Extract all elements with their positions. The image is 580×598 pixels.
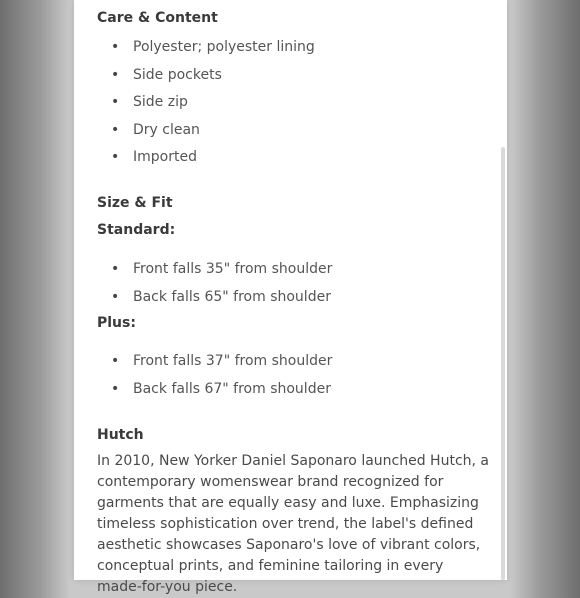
bullet-icon: •: [111, 39, 120, 55]
plus-size-label: Plus:: [97, 315, 136, 331]
product-details-panel: [74, 0, 507, 595]
brand-heading: Hutch: [97, 427, 144, 443]
bullet-icon: •: [111, 66, 120, 83]
list-item: [74, 147, 474, 175]
bullet-icon: •: [111, 380, 120, 397]
list-item-text: Front falls 37" from shoulder: [133, 353, 333, 369]
list-item-text: Back falls 65" from shoulder: [133, 288, 331, 305]
product-details-content: [74, 0, 507, 595]
list-item: [74, 287, 474, 315]
list-item-text: Side zip: [133, 94, 188, 110]
list-item: [74, 65, 474, 93]
scrollbar[interactable]: [501, 147, 505, 580]
bullet-icon: •: [111, 261, 120, 277]
list-item-text: Polyester; polyester lining: [133, 39, 315, 55]
list-item-text: Front falls 35" from shoulder: [133, 261, 333, 277]
bullet-icon: •: [111, 288, 120, 305]
list-item-text: Back falls 67" from shoulder: [133, 380, 331, 397]
plus-size-list: [74, 351, 474, 406]
list-item-text: Side pockets: [133, 66, 222, 83]
bullet-icon: •: [111, 149, 120, 165]
bullet-icon: •: [111, 94, 120, 110]
brand-description: In 2010, New Yorker Daniel Saponaro launched Hutch, a contemporary womenswear brand recognized for garments that are equally easy and luxe. Emphasizing timeless sophistication over trend, the label's defined aesthetic showcases Saponaro's love of vibrant colors, conceptual prints, and feminine tailoring in every made-for-you piece.: [97, 453, 489, 595]
list-item: [74, 259, 474, 287]
list-item: [74, 351, 474, 379]
bullet-icon: •: [111, 121, 120, 138]
list-item-text: Imported: [133, 149, 197, 165]
list-item-text: Dry clean: [133, 121, 200, 138]
standard-size-label: Standard:: [97, 222, 176, 238]
list-item: [74, 92, 474, 120]
standard-size-list: [74, 259, 474, 314]
list-item: [74, 120, 474, 148]
care-content-heading: Care & Content: [97, 10, 218, 26]
size-fit-heading: Size & Fit: [97, 195, 173, 211]
care-content-list: [74, 37, 474, 175]
list-item: [74, 379, 474, 407]
list-item: [74, 37, 474, 65]
bullet-icon: •: [111, 353, 120, 369]
